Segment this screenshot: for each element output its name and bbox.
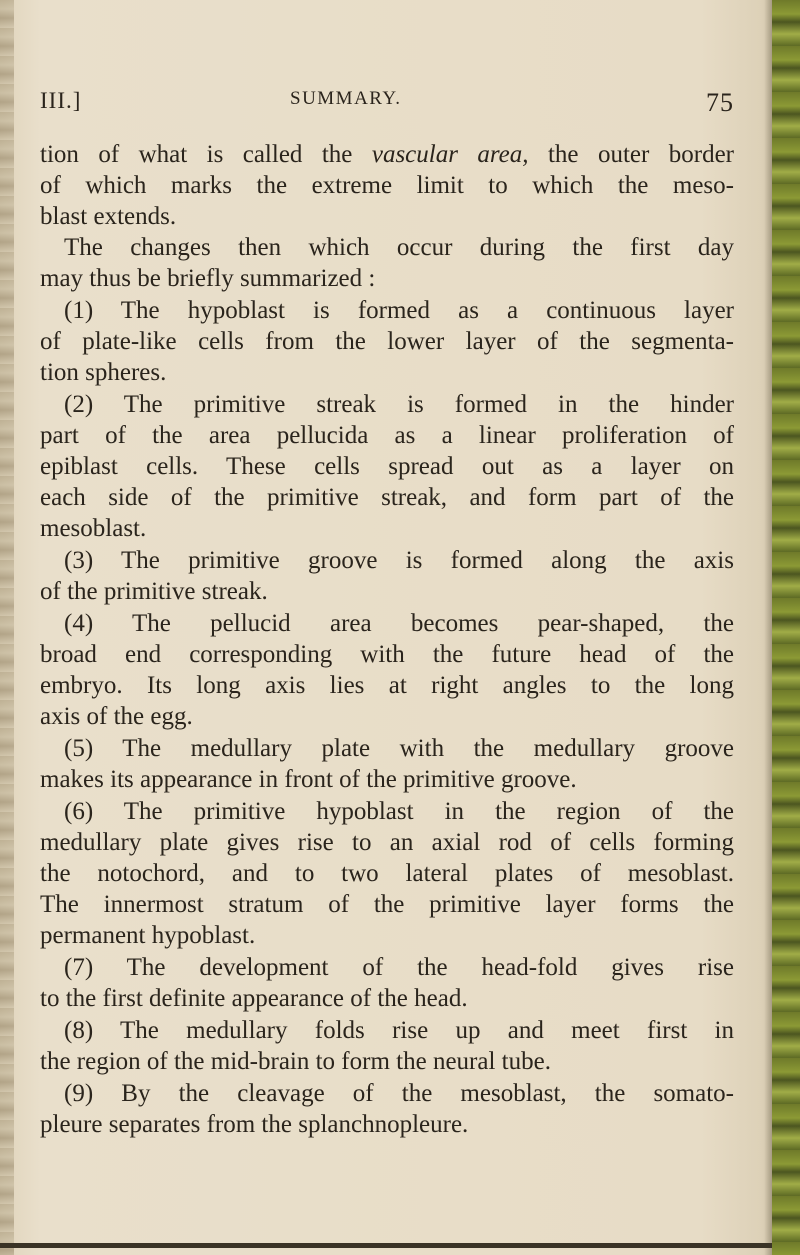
list-item-3-line: (3) The primitive groove is formed along the axis (64, 547, 734, 574)
list-item-6-line: (6) The primitive hypoblast in the region of the (64, 798, 734, 825)
running-title: SUMMARY. (290, 88, 402, 109)
list-item-5-line: (5) The medullary plate with the medullary groove (64, 735, 734, 762)
page-number: 75 (706, 88, 734, 117)
list-item-7-line: (7) The development of the head-fold gives rise (64, 954, 734, 981)
text-line: axis of the egg. (40, 703, 193, 730)
text-line: blast extends. (40, 203, 177, 230)
chapter-number: III.] (40, 88, 82, 113)
text-line: makes its appearance in front of the primitive groove. (40, 766, 577, 793)
text-line: each side of the primitive streak, and form part of the (40, 484, 734, 511)
text-line: embryo. Its long axis lies at right angles to the long (40, 672, 734, 699)
page-shadow (764, 0, 772, 1255)
paragraph-start-line: The changes then which occur during the first day (64, 234, 734, 261)
text-line: to the first definite appearance of the head. (40, 985, 468, 1012)
text-line: part of the area pellucida as a linear proliferation of (40, 422, 734, 449)
page-bottom-edge (0, 1243, 772, 1248)
text-line: of which marks the extreme limit to which the meso- (40, 172, 734, 199)
text-line: The innermost stratum of the primitive layer forms the (40, 891, 734, 918)
page-gutter-edge (0, 0, 14, 1255)
list-item-8-line: (8) The medullary folds rise up and meet first in (64, 1017, 734, 1044)
text-line: may thus be briefly summarized : (40, 265, 376, 292)
list-item-9-line: (9) By the cleavage of the mesoblast, the somato- (64, 1080, 734, 1107)
text-line: pleure separates from the splanchnopleure. (40, 1111, 469, 1138)
text-line: broad end corresponding with the future head of the (40, 641, 734, 668)
text-line: permanent hypoblast. (40, 922, 256, 949)
text-line: the region of the mid-brain to form the neural tube. (40, 1048, 551, 1075)
italic-term: vascular area, (371, 141, 529, 168)
text-line: medullary plate gives rise to an axial rod of cells forming (40, 829, 734, 856)
text-line: of the primitive streak. (40, 578, 268, 605)
text-line: mesoblast. (40, 515, 147, 542)
text-line: tion spheres. (40, 359, 167, 386)
list-item-2-line: (2) The primitive streak is formed in the hinder (64, 391, 734, 418)
text-line: epiblast cells. These cells spread out as a layer on (40, 453, 734, 480)
list-item-1-line: (1) The hypoblast is formed as a continuous layer (64, 297, 734, 324)
book-cover-edge (772, 0, 800, 1255)
text-line: tion of what is called the vascular area, the outer border (40, 141, 734, 168)
text-line: the notochord, and to two lateral plates of mesoblast. (40, 860, 734, 887)
list-item-4-line: (4) The pellucid area becomes pear-shaped, the (64, 610, 734, 637)
running-head (40, 88, 734, 118)
text-line: of plate-like cells from the lower layer of the segmenta- (40, 328, 734, 355)
